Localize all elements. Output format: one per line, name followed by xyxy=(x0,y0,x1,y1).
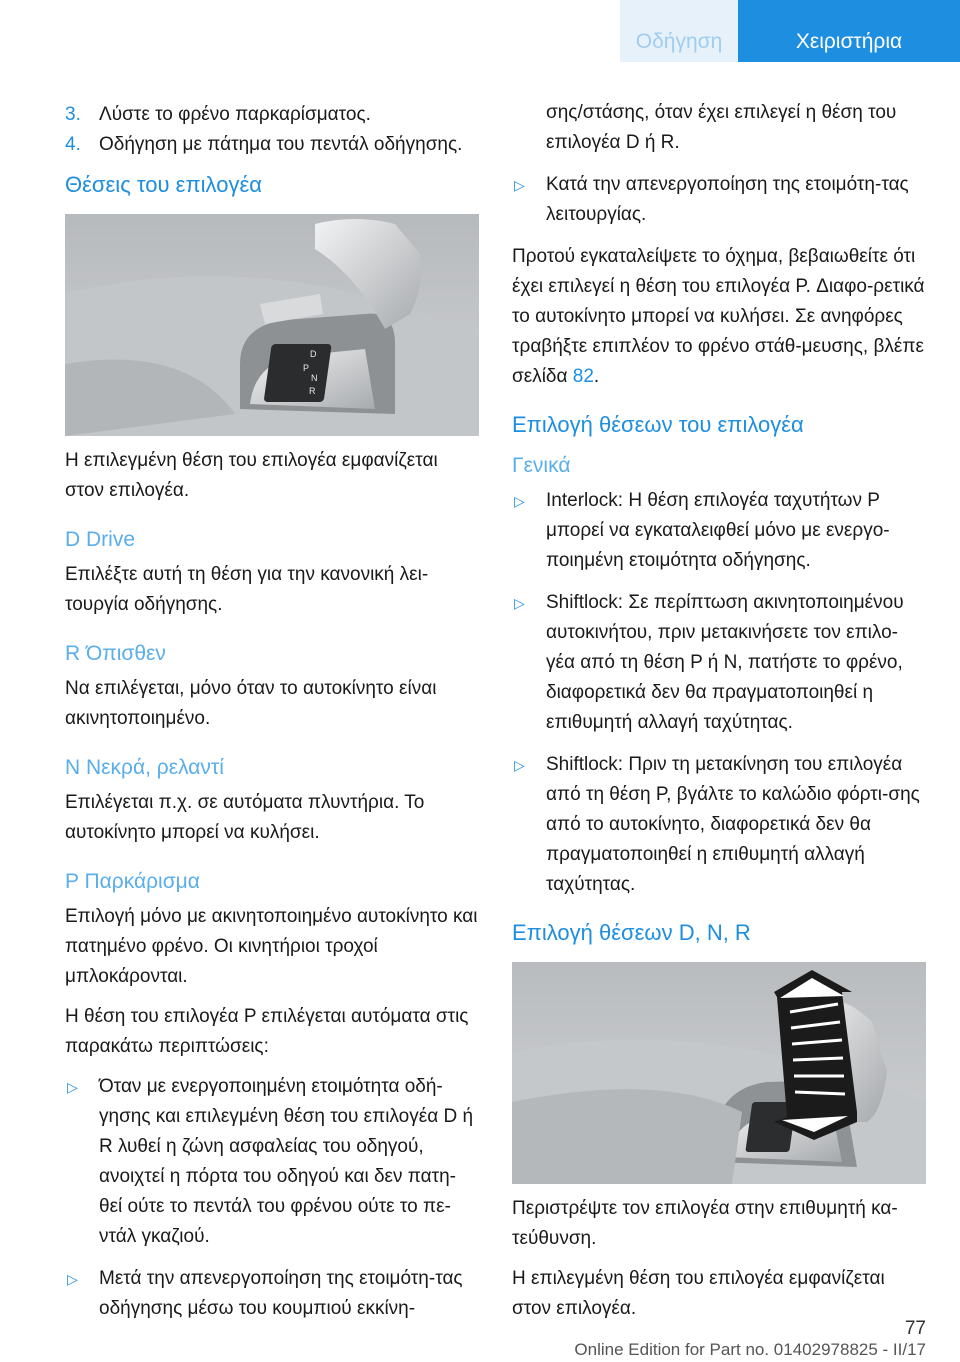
gear-label-d: D xyxy=(310,349,317,359)
warning-text-body: Προτού εγκαταλείψετε το όχημα, βεβαιωθείτε ότι έχει επιλεγεί η θέση του επιλογέα P. Διαφο-ρετικά το αυτοκίνητο μπορεί να κυλήσει. Σε ανηφόρες τραβήξτε επιπλέον το φρένο στάθ-μευσης, βλέπε σελίδα xyxy=(512,246,925,387)
triangle-bullet-icon: ▷ xyxy=(514,177,525,193)
section-tab[interactable]: Οδήγηση xyxy=(620,0,738,62)
heading-selector-positions: Θέσεις του επιλογέα xyxy=(65,172,262,197)
text-d-drive: Επιλέξτε αυτή τη θέση για την κανονική λει-τουργία οδήγησης. xyxy=(65,564,429,615)
right-column xyxy=(512,98,926,1334)
caption-displayed: Η επιλεγμένη θέση του επιλογέα εμφανίζεται στον επιλογέα. xyxy=(512,1268,885,1319)
text-p-auto: Η θέση του επιλογέα P επιλέγεται αυτόματα στις παρακάτω περιπτώσεις: xyxy=(65,1006,469,1057)
list-item xyxy=(512,750,926,900)
step-number: 3. xyxy=(65,104,81,125)
triangle-bullet-icon: ▷ xyxy=(514,493,525,509)
list-item-text: Όταν με ενεργοποιημένη ετοιμότητα οδή-γησης και επιλεγμένη θέση του επιλογέα D ή R λυθεί η ζώνη ασφαλείας του οδηγού, ανοιχτεί η πόρτα του οδηγού και δεν πατη-θεί ούτε το πεντάλ του φρένου ούτε το πε-ντάλ γκαζιού. xyxy=(99,1076,474,1247)
list-item xyxy=(512,486,926,576)
list-item xyxy=(512,170,926,230)
triangle-bullet-icon: ▷ xyxy=(67,1079,78,1095)
triangle-bullet-icon: ▷ xyxy=(514,595,525,611)
interlock-list xyxy=(512,486,926,900)
left-column xyxy=(65,100,479,1336)
text-n-neutral: Επιλέγεται π.χ. σε αυτόματα πλυντήρια. Το αυτοκίνητο μπορεί να κυλήσει. xyxy=(65,792,425,843)
title-d-drive: D Drive xyxy=(65,528,136,551)
triangle-bullet-icon: ▷ xyxy=(514,757,525,773)
gear-selector-figure xyxy=(65,214,479,436)
page-header xyxy=(620,0,960,62)
heading-general: Γενικά xyxy=(512,454,571,477)
step-item xyxy=(65,100,479,130)
step-number: 4. xyxy=(65,134,81,155)
list-item xyxy=(65,1072,479,1252)
page-number: 77 xyxy=(904,1318,926,1339)
list-item-text: Μετά την απενεργοποίηση της ετοιμότη-τας οδήγησης μέσω του κουμπιού εκκίνη- xyxy=(99,1268,463,1319)
list-item-continuation: σης/στάσης, όταν έχει επιλεγεί η θέση του επιλογέα D ή R. xyxy=(546,102,897,153)
list-item-text: Shiftlock: Σε περίπτωση ακινητοποιημένου αυτοκινήτου, πριν μετακινήσετε τον επιλο-γέα από τη θέση P ή N, πατήστε το φρένο, διαφορετικά δεν θα πραγματοποιηθεί η επιθυμητή αλλαγή ταχύτητας. xyxy=(546,592,904,733)
title-p-park: P Παρκάρισμα xyxy=(65,870,200,893)
steps-list xyxy=(65,100,479,160)
text-p-park: Επιλογή μόνο με ακινητοποιημένο αυτοκίνητο και πατημένο φρένο. Οι κινητήριοι τροχοί μπλοκάρονται. xyxy=(65,906,478,987)
list-item xyxy=(512,588,926,738)
heading-select-positions: Επιλογή θέσεων του επιλογέα xyxy=(512,412,804,437)
caption-rotate: Περιστρέψτε τον επιλογέα στην επιθυμητή κα-τεύθυνση. xyxy=(512,1198,898,1249)
list-item-text: Κατά την απενεργοποίηση της ετοιμότη-τας λειτουργίας. xyxy=(546,174,909,225)
list-item-text: Interlock: Η θέση επιλογέα ταχυτήτων P μπορεί να εγκαταλειφθεί μόνο με ενεργο-ποιημένη ετοιμότητα οδήγησης. xyxy=(546,490,890,571)
gear-label-p: P xyxy=(303,363,310,373)
title-r-reverse: R Όπισθεν xyxy=(65,642,166,665)
heading-dnr: Επιλογή θέσεων D, N, R xyxy=(512,920,751,945)
text-r-reverse: Να επιλέγεται, μόνο όταν το αυτοκίνητο είναι ακινητοποιημένο. xyxy=(65,678,437,729)
step-text: Οδήγηση με πάτημα του πεντάλ οδήγησης. xyxy=(99,134,463,155)
gear-label-n: N xyxy=(311,373,318,383)
gear-rotation-figure xyxy=(512,962,926,1184)
warning-text xyxy=(512,242,926,392)
caption-selected-position: Η επιλεγμένη θέση του επιλογέα εμφανίζεται στον επιλογέα. xyxy=(65,450,438,501)
footer-edition: Online Edition for Part no. 01402978825 - II/17 xyxy=(574,1340,926,1359)
page-link[interactable]: 82 xyxy=(572,366,594,387)
step-item xyxy=(65,130,479,160)
warning-text-end: . xyxy=(593,366,600,387)
step-text: Λύστε το φρένο παρκαρίσματος. xyxy=(99,104,371,125)
list-item-text: Shiftlock: Πριν τη μετακίνηση του επιλογέα από τη θέση P, βγάλτε το καλώδιο φόρτι-σης από το αυτοκίνητο, διαφορετικά δεν θα πραγματοποιηθεί η επιθυμητή αλλαγή ταχύτητας. xyxy=(546,754,920,895)
title-n-neutral: N Νεκρά, ρελαντί xyxy=(65,756,224,779)
gear-label-r: R xyxy=(309,386,316,396)
auto-park-list-cont xyxy=(512,170,926,230)
chapter-tab[interactable]: Χειριστήρια xyxy=(738,0,960,62)
triangle-bullet-icon: ▷ xyxy=(67,1271,78,1287)
list-item xyxy=(65,1264,479,1324)
auto-park-list xyxy=(65,1072,479,1324)
